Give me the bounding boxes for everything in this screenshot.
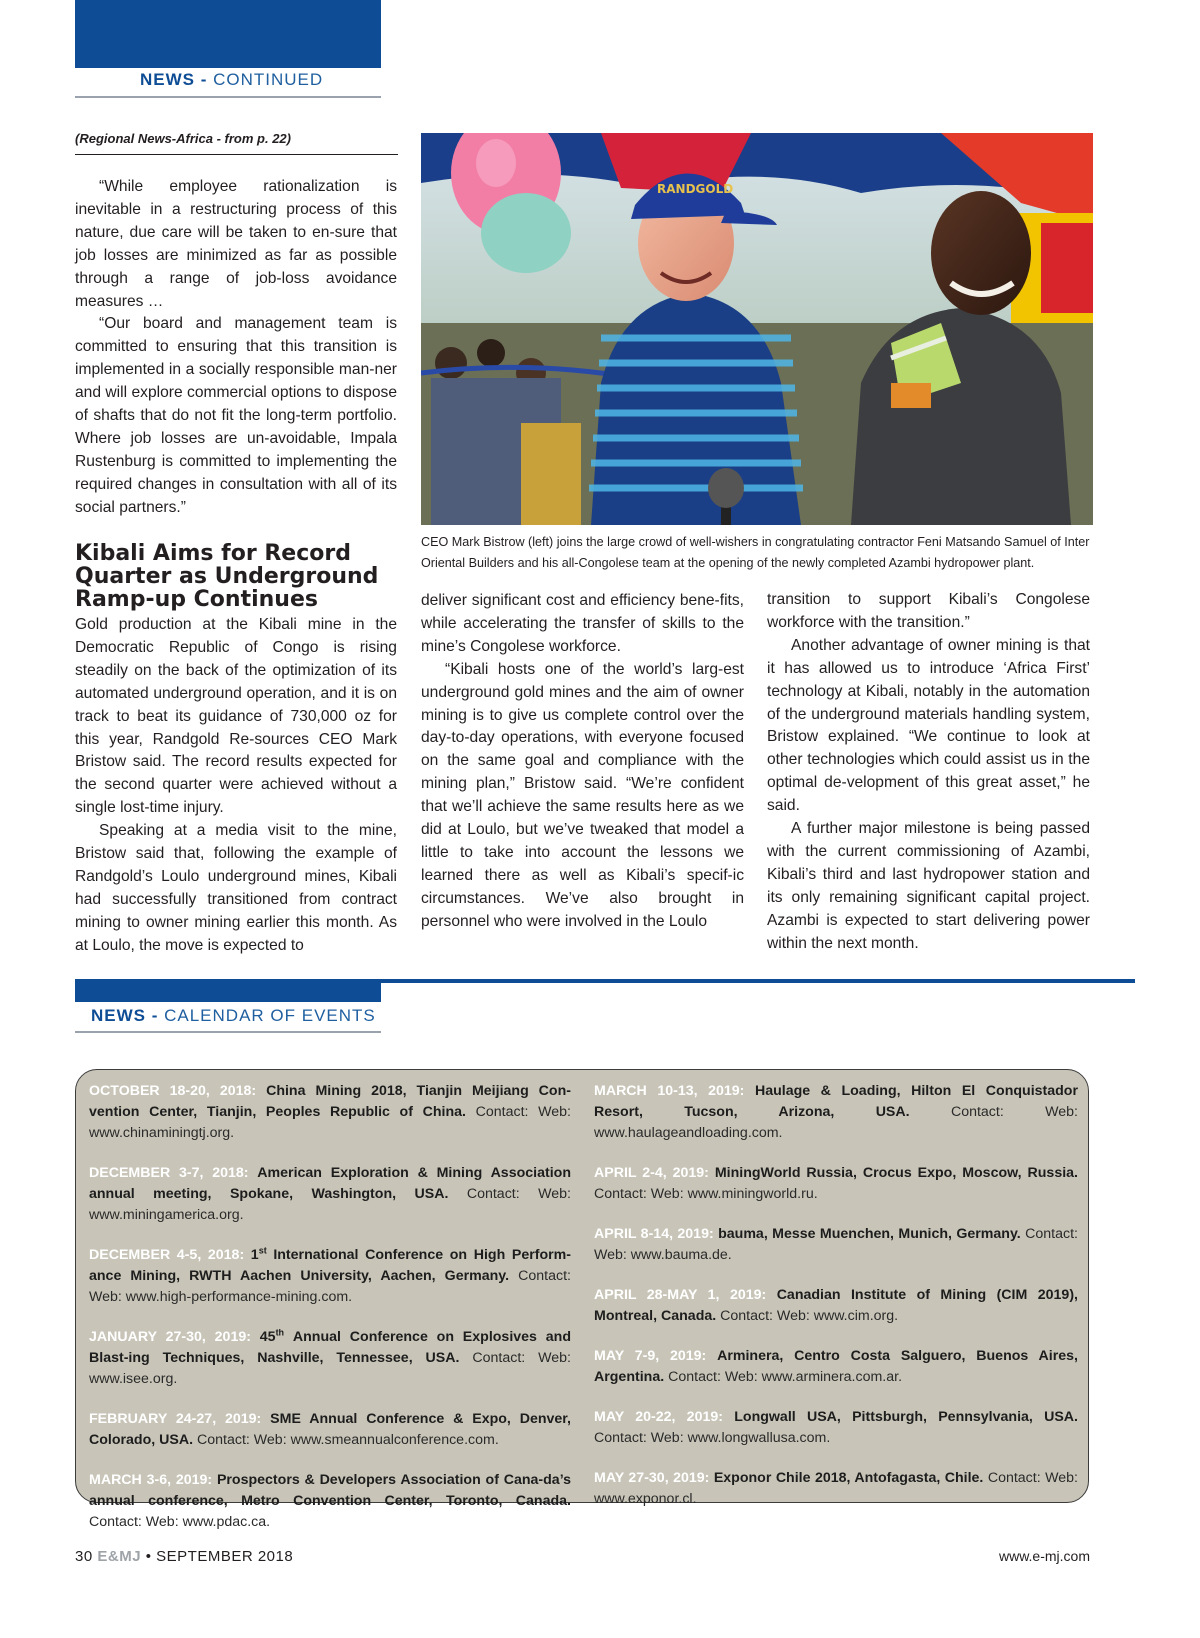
issue-date: • SEPTEMBER 2018 bbox=[145, 1548, 294, 1565]
calendar-header-rule bbox=[75, 1031, 381, 1033]
regional-rule bbox=[75, 154, 398, 155]
cap-logo-text: RANDGOLD bbox=[657, 182, 734, 196]
event-contact: Contact: Web: www.exponor.cl. bbox=[594, 1470, 1078, 1507]
event-title: Prospectors & Developers Association of Cana-da’s annual conference, Metro Convention Center, Toronto, Canada. bbox=[89, 1472, 572, 1509]
event-title: Longwall USA, Pittsburgh, Pennsylvania, USA. bbox=[734, 1409, 1078, 1425]
event-date: MAY 27-30, 2019: bbox=[594, 1470, 710, 1486]
event-contact: Contact: Web: www.chinaminingtj.org. bbox=[89, 1104, 571, 1141]
calendar-box bbox=[75, 1069, 1089, 1530]
event-contact: Contact: Web: www.haulageandloading.com. bbox=[594, 1104, 1078, 1141]
magazine-name: E&MJ bbox=[97, 1548, 142, 1565]
section-header-rest: CONTINUED bbox=[213, 70, 324, 89]
event-date: MARCH 10-13, 2019: bbox=[594, 1083, 745, 1099]
event-title: Haulage & Loading, Hilton El Conquistador Resort, Tucson, Arizona, USA. bbox=[594, 1083, 1078, 1120]
event-date: JANUARY 27-30, 2019: bbox=[89, 1329, 251, 1345]
calendar-event bbox=[89, 1081, 571, 1144]
article-paragraph: deliver significant cost and efficiency bene-fits, while accelerating the transfer of skills to the mine’s Congolese workforce. bbox=[421, 592, 744, 655]
article-column-3 bbox=[767, 589, 1090, 956]
photo-caption: CEO Mark Bistrow (left) joins the large crowd of well-wishers in congratulating contractor Feni Matsando Samuel of Inter Oriental Builders and his all-Congolese team at the opening of the newly completed Azambi hydropower plant. bbox=[421, 535, 1090, 570]
ordinal-number: 45 bbox=[259, 1329, 276, 1345]
event-contact: Contact: Web: www.longwallusa.com. bbox=[594, 1430, 831, 1446]
calendar-header-rest: CALENDAR OF EVENTS bbox=[164, 1006, 376, 1025]
calendar-event bbox=[89, 1245, 571, 1308]
calendar-event bbox=[594, 1285, 1078, 1327]
article-paragraph: A further major milestone is being passed with the current commissioning of Azambi, Kibali’s third and last hydropower station and its only remaining significant capital project. Azambi is expected to start delivering power within the next month. bbox=[767, 820, 1090, 952]
event-title: American Exploration & Mining Association annual meeting, Spokane, Washington, USA. bbox=[89, 1165, 571, 1202]
event-contact: Contact: Web: www.bauma.de. bbox=[594, 1226, 1078, 1263]
page-number: 30 bbox=[75, 1548, 93, 1565]
event-title: bauma, Messe Muenchen, Munich, Germany. bbox=[718, 1226, 1021, 1242]
footer-left bbox=[75, 1548, 293, 1565]
calendar-event bbox=[594, 1224, 1078, 1266]
article-paragraph: transition to support Kibali’s Congolese workforce with the transition.” bbox=[767, 591, 1090, 631]
quote-paragraph: “While employee rationalization is inevitable in a restructuring process of this nature, due care will be taken to en-sure that job losses are minimized as far as possible through a range of job-loss avoidance measures … bbox=[75, 178, 397, 310]
calendar-event bbox=[594, 1468, 1078, 1510]
section-header-bold: NEWS - bbox=[140, 70, 214, 89]
article-paragraph: Another advantage of owner mining is that it has allowed us to introduce ‘Africa First’ technology at Kibali, notably in the automation of the underground materials handling system, Bristow explained. “We continue to look at other technologies which could assist us in the optimal de-velopment of this great asset,” he said. bbox=[767, 636, 1090, 815]
calendar-right-column bbox=[594, 1081, 1078, 1529]
article-photo bbox=[421, 133, 1093, 525]
event-date: FEBRUARY 24-27, 2019: bbox=[89, 1411, 262, 1427]
article-paragraph: Gold production at the Kibali mine in the Democratic Republic of Congo is rising steadily on the back of the optimization of its automated underground operation, and it is on track to beat its guidance of 730,000 oz for this year, Randgold Re-sources CEO Mark Bristow said. The record results expected for the second quarter were achieved without a single lost-time injury. bbox=[75, 616, 397, 817]
ordinal-suffix: st bbox=[258, 1245, 267, 1256]
event-title: International Conference on High Perform-ance Mining, RWTH Aachen University, Aachen, Germany. bbox=[89, 1247, 571, 1284]
event-date: APRIL 2-4, 2019: bbox=[594, 1165, 709, 1181]
event-contact: Contact: Web: www.arminera.com.ar. bbox=[668, 1369, 903, 1385]
event-title: Annual Conference on Explosives and Blast-ing Techniques, Nashville, Tennessee, USA. bbox=[89, 1329, 571, 1366]
regional-reference: (Regional News-Africa - from p. 22) bbox=[75, 131, 291, 146]
event-ordinal bbox=[251, 1247, 267, 1263]
event-title: Exponor Chile 2018, Antofagasta, Chile. bbox=[713, 1470, 984, 1486]
ordinal-number: 1 bbox=[250, 1247, 259, 1263]
calendar-event bbox=[594, 1081, 1078, 1144]
event-date: MAY 7-9, 2019: bbox=[594, 1348, 707, 1364]
event-contact: Contact: Web: www.pdac.ca. bbox=[89, 1514, 271, 1530]
event-contact: Contact: Web: www.isee.org. bbox=[89, 1350, 571, 1387]
article-headline: Kibali Aims for Record Quarter as Underground Ramp-up Continues bbox=[75, 541, 379, 612]
event-ordinal bbox=[260, 1329, 284, 1345]
event-contact: Contact: Web: www.miningamerica.org. bbox=[89, 1186, 571, 1223]
event-date: APRIL 28-MAY 1, 2019: bbox=[594, 1287, 767, 1303]
event-date: APRIL 8-14, 2019: bbox=[594, 1226, 714, 1242]
event-date: MARCH 3-6, 2019: bbox=[89, 1472, 213, 1488]
event-contact: Contact: Web: www.high-performance-mining.com. bbox=[89, 1268, 571, 1305]
calendar-blue-tab bbox=[75, 979, 381, 1002]
calendar-event bbox=[594, 1163, 1078, 1205]
calendar-header bbox=[91, 1006, 376, 1026]
article-paragraph: Speaking at a media visit to the mine, Bristow said that, following the example of Randgold’s Loulo underground mines, Kibali had successfully transitioned from contract mining to owner mining earlier this month. As at Loulo, the move is expected to bbox=[75, 822, 397, 954]
quote-column bbox=[75, 176, 397, 520]
event-contact: Contact: Web: www.smeannualconference.com. bbox=[197, 1432, 499, 1448]
calendar-event bbox=[89, 1409, 571, 1451]
ordinal-suffix: th bbox=[275, 1327, 285, 1338]
calendar-event bbox=[89, 1470, 571, 1533]
article-paragraph: “Kibali hosts one of the world’s larg-est underground gold mines and the aim of owner mining is to give us complete control over the day-to-day operations, with everyone focused on the same goal and compliance with the mining plan,” Bristow said. “We’re confident that we’ll achieve the same results here as we did at Loulo, but we’ve tweaked that model a little to take into account the lessons we learned there as well as Kibali’s specif-ic circumstances. We’ve also brought in personnel who were involved in the Loulo bbox=[421, 660, 744, 930]
quote-paragraph: “Our board and management team is committed to ensuring that this transition is implemented in a socially responsible man-ner and will explore commercial options to dispose of shafts that do not fit the long-term portfolio. Where job losses are un-avoidable, Impala Rustenburg is committed to implementing the required changes in consultation with all of its social partners.” bbox=[75, 315, 397, 516]
section-header-rule bbox=[75, 96, 381, 98]
calendar-left-column bbox=[89, 1081, 571, 1552]
photo-illustration bbox=[421, 133, 1093, 525]
event-contact: Contact: Web: www.cim.org. bbox=[720, 1308, 899, 1324]
calendar-event bbox=[594, 1346, 1078, 1388]
event-date: DECEMBER 4-5, 2018: bbox=[89, 1247, 245, 1263]
section-header bbox=[140, 70, 323, 90]
event-date: MAY 20-22, 2019: bbox=[594, 1409, 723, 1425]
header-blue-tab bbox=[75, 0, 381, 68]
event-title: Arminera, Centro Costa Salguero, Buenos Aires, Argentina. bbox=[594, 1348, 1078, 1385]
calendar-event bbox=[594, 1407, 1078, 1449]
footer-website[interactable]: www.e-mj.com bbox=[998, 1548, 1090, 1564]
event-date: OCTOBER 18-20, 2018: bbox=[89, 1083, 257, 1099]
event-title: Canadian Institute of Mining (CIM 2019), Montreal, Canada. bbox=[594, 1287, 1078, 1324]
article-column-1 bbox=[75, 614, 397, 958]
event-contact: Contact: Web: www.miningworld.ru. bbox=[594, 1186, 818, 1202]
event-title: MiningWorld Russia, Crocus Expo, Moscow, Russia. bbox=[714, 1165, 1078, 1181]
event-title: SME Annual Conference & Expo, Denver, Colorado, USA. bbox=[89, 1411, 571, 1448]
article-column-2 bbox=[421, 590, 744, 934]
calendar-header-bold: NEWS - bbox=[91, 1006, 165, 1025]
event-title: China Mining 2018, Tianjin Meijiang Con-vention Center, Tianjin, Peoples Republic of China. bbox=[89, 1083, 571, 1120]
calendar-event bbox=[89, 1327, 571, 1390]
event-date: DECEMBER 3-7, 2018: bbox=[89, 1165, 249, 1181]
calendar-event bbox=[89, 1163, 571, 1226]
